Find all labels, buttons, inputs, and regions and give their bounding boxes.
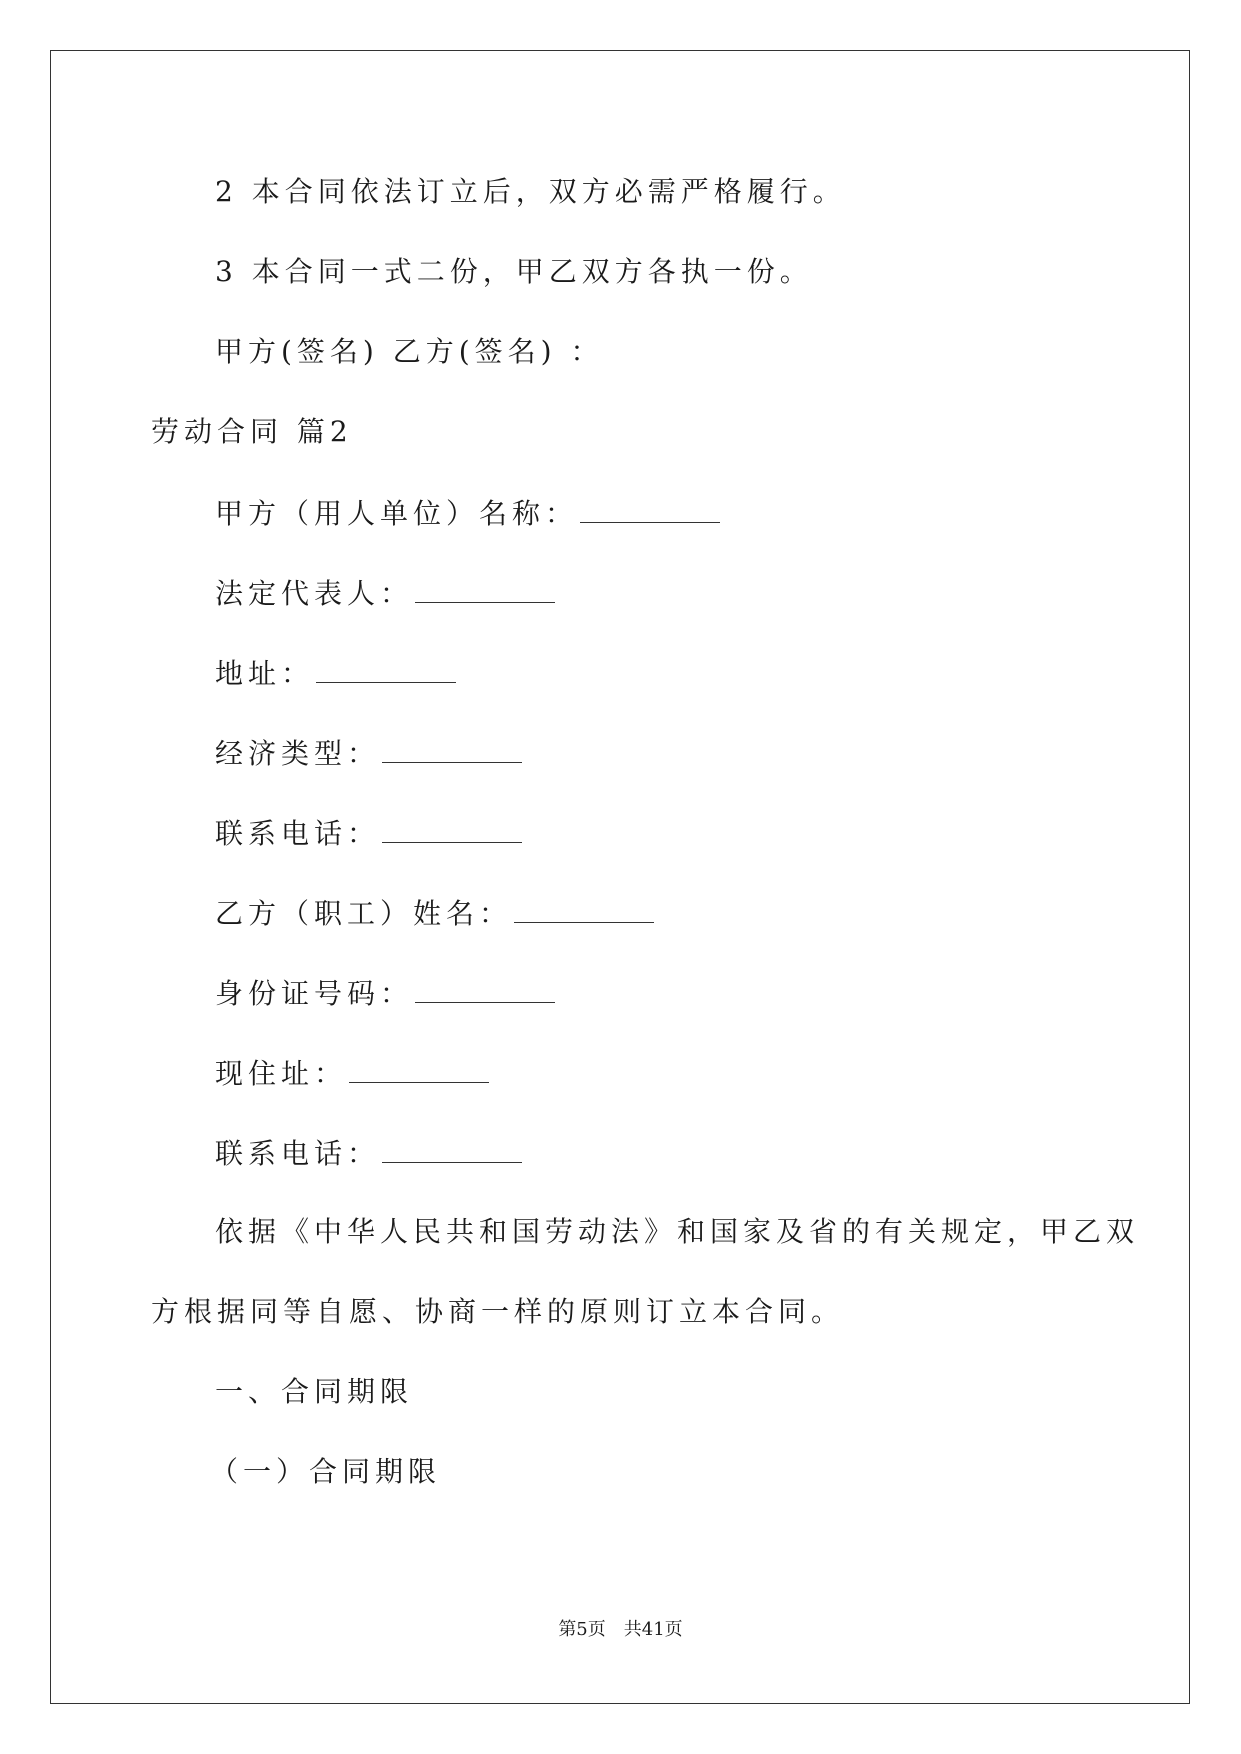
- page-footer: [0, 1618, 1241, 1642]
- employer-name-field: 甲方（用人单位）名称：: [215, 492, 720, 532]
- subsection-heading: （一）合同期限: [210, 1455, 442, 1488]
- address-field: 地址：: [215, 652, 456, 692]
- employee-name-field: 乙方（职工）姓名：: [215, 892, 654, 932]
- signature-line: 甲方(签名) 乙方(签名) ：: [215, 335, 604, 368]
- fill-in-blank: [382, 812, 522, 843]
- fill-in-blank: [349, 1052, 489, 1083]
- employer-phone-field: 联系电话：: [215, 812, 522, 852]
- clause-2: 2 本合同依法订立后，双方必需严格履行。: [215, 175, 846, 208]
- fill-in-blank: [382, 732, 522, 763]
- fill-in-blank: [382, 1132, 522, 1163]
- fill-in-blank: [415, 572, 555, 603]
- article-1-heading: 一、合同期限: [215, 1375, 414, 1408]
- clause-3: 3 本合同一式二份，甲乙双方各执一份。: [215, 255, 813, 288]
- current-page-number: 第5页: [558, 1619, 606, 1640]
- employee-phone-field: 联系电话：: [215, 1132, 522, 1172]
- fill-in-blank: [415, 972, 555, 1003]
- total-pages: 共41页: [623, 1619, 683, 1640]
- section-heading: 劳动合同 篇2: [151, 415, 353, 448]
- legal-representative-field: 法定代表人：: [215, 572, 555, 612]
- current-address-field: 现住址：: [215, 1052, 489, 1092]
- preamble-line-2: 方根据同等自愿、协商一样的原则订立本合同。: [151, 1295, 845, 1328]
- id-number-field: 身份证号码：: [215, 972, 555, 1012]
- fill-in-blank: [580, 492, 720, 523]
- fill-in-blank: [316, 652, 456, 683]
- preamble-line-1: 依据《中华人民共和国劳动法》和国家及省的有关规定，甲乙双: [215, 1215, 1140, 1248]
- fill-in-blank: [514, 892, 654, 923]
- economic-type-field: 经济类型：: [215, 732, 522, 772]
